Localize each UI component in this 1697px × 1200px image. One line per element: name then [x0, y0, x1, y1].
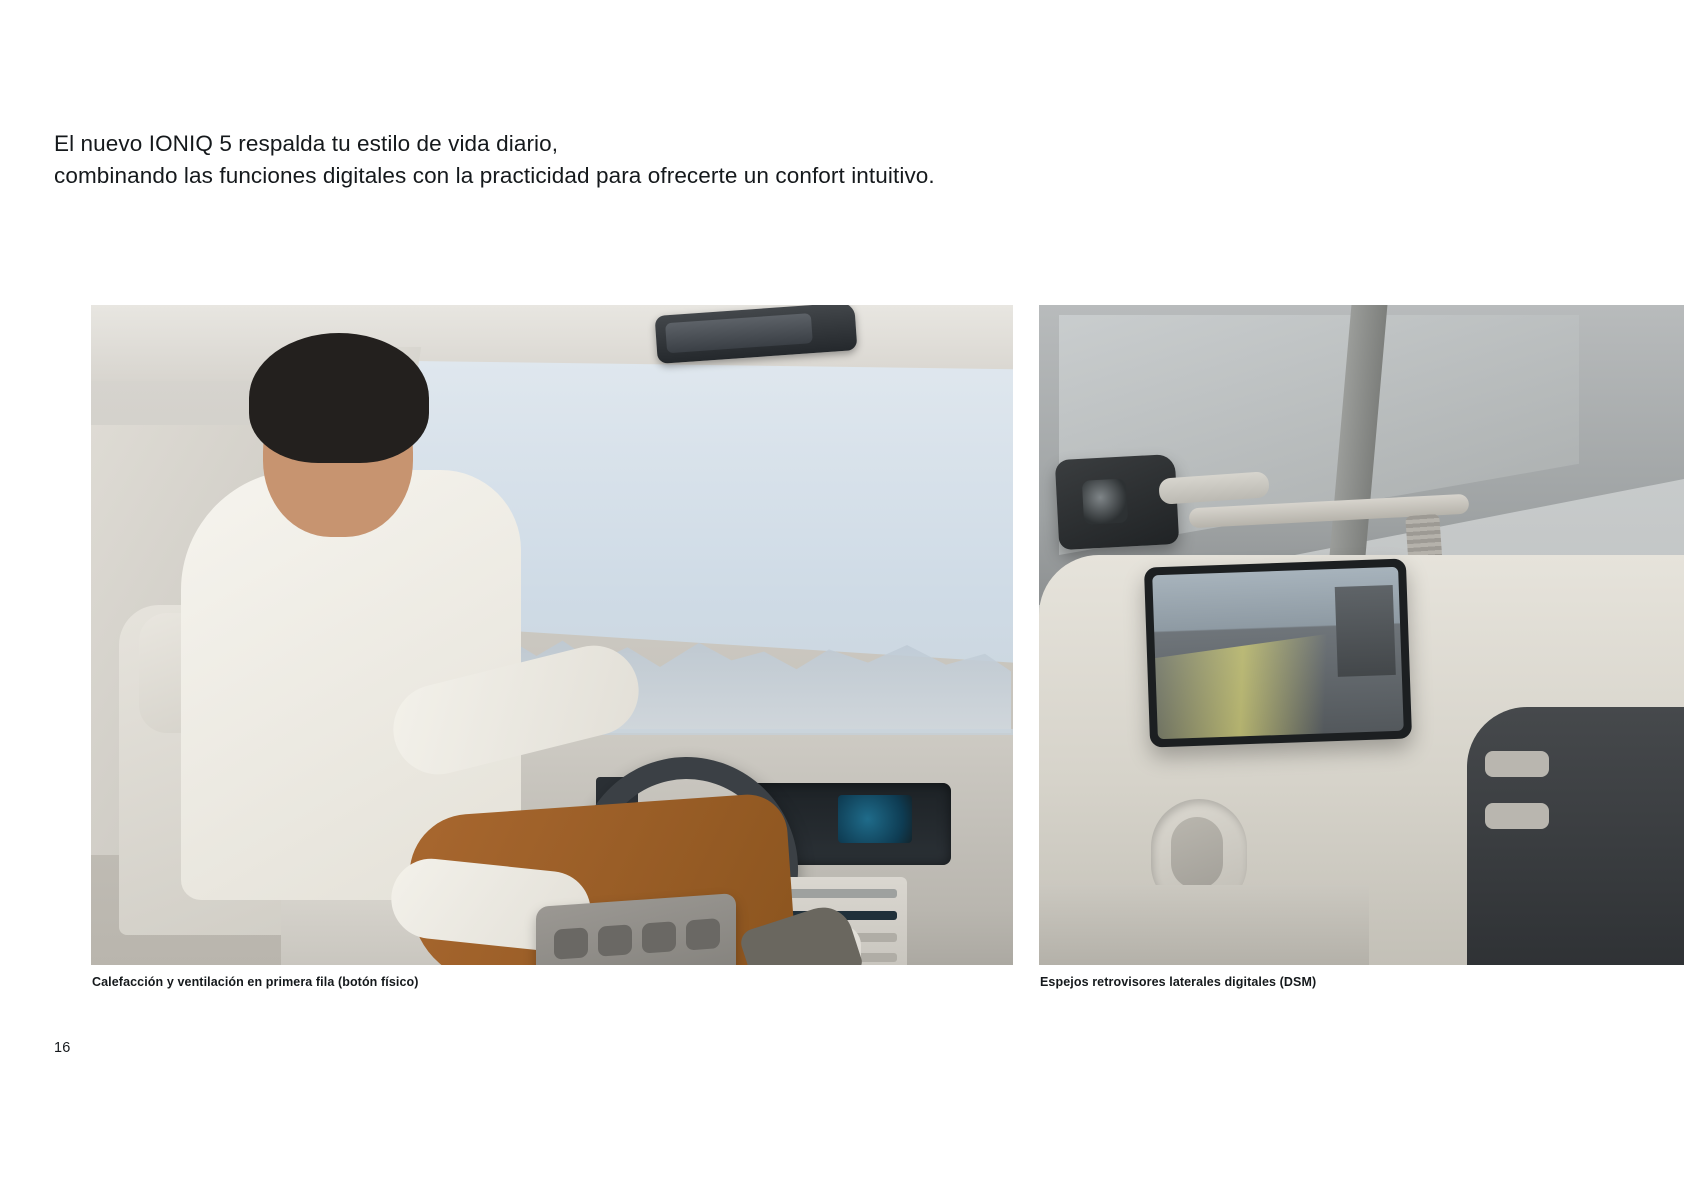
- feed-lane-marking: [1152, 618, 1404, 739]
- camera-feed: [1152, 567, 1404, 739]
- exterior-camera-module: [1055, 454, 1180, 550]
- person-hair: [249, 333, 429, 463]
- digital-side-mirror-illustration: [1039, 305, 1684, 965]
- figure-caption-left: Calefacción y ventilación en primera fila (botón físico): [92, 975, 419, 989]
- seat-control-button: [642, 921, 676, 953]
- page-number: 16: [54, 1040, 71, 1056]
- ventilation-button: [598, 924, 632, 956]
- figure-front-row-heating-ventilation: [91, 305, 1013, 989]
- intro-line-2: combinando las funciones digitales con la practicidad para ofrecerte un confort intuitivo.: [54, 163, 935, 188]
- steering-wheel-control: [1485, 751, 1549, 777]
- door-sill: [1039, 885, 1369, 965]
- photo-front-row-heating-ventilation: [91, 305, 1013, 965]
- cabin-interior-illustration: [91, 305, 1013, 965]
- dsm-display-screen: [1144, 558, 1412, 747]
- steering-wheel: [1467, 707, 1684, 965]
- figure-digital-side-mirrors: [1039, 305, 1684, 989]
- control-row: [789, 889, 897, 898]
- steering-wheel-control: [1485, 803, 1549, 829]
- cupholder: [686, 918, 720, 950]
- heating-button: [554, 927, 588, 959]
- intro-line-1: El nuevo IONIQ 5 respalda tu estilo de vida diario,: [54, 131, 559, 156]
- figure-caption-right: Espejos retrovisores laterales digitales (DSM): [1040, 975, 1317, 989]
- photo-digital-side-mirrors: [1039, 305, 1684, 965]
